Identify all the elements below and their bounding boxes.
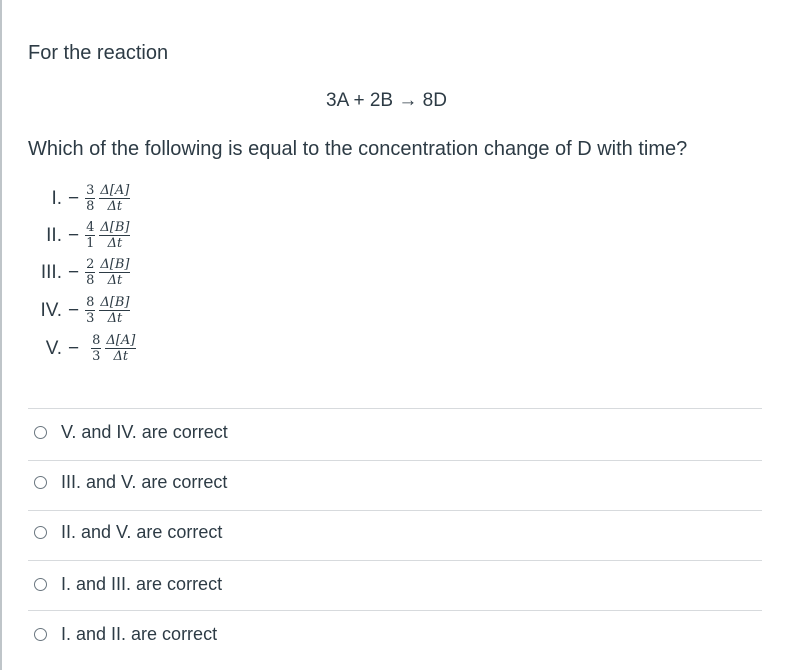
coefficient-fraction <box>85 221 95 250</box>
answer-choice-2[interactable] <box>34 472 227 493</box>
time-change: Δt <box>107 311 123 326</box>
option-i <box>40 184 132 213</box>
coefficient-numerator: 4 <box>86 220 95 235</box>
option-ii <box>40 221 132 250</box>
divider <box>28 560 762 561</box>
answer-choice-5[interactable] <box>34 624 217 645</box>
reaction-equation: 3A + 2B → 8D <box>326 90 447 111</box>
answer-label: V. and IV. are correct <box>61 422 228 442</box>
option-label: II. <box>46 224 62 246</box>
concentration-change: Δ[A] <box>106 333 136 348</box>
divider <box>28 460 762 461</box>
answer-label: I. and II. are correct <box>61 624 218 644</box>
coefficient-denominator: 8 <box>86 199 95 214</box>
time-change: Δt <box>107 199 123 214</box>
concentration-change: Δ[B] <box>100 295 130 310</box>
rate-fraction <box>99 296 130 325</box>
radio-button[interactable] <box>34 476 47 489</box>
answer-choice-1[interactable] <box>34 422 228 443</box>
coefficient-fraction <box>85 258 95 287</box>
answer-label: II. and V. are correct <box>61 522 223 542</box>
concentration-change: Δ[B] <box>100 257 130 272</box>
left-border <box>0 0 2 670</box>
coefficient-numerator: 8 <box>92 333 101 348</box>
option-iv <box>30 296 132 325</box>
option-label: IV. <box>40 299 62 321</box>
option-iii <box>30 258 132 287</box>
radio-button[interactable] <box>34 426 47 439</box>
radio-button[interactable] <box>34 526 47 539</box>
divider <box>28 510 762 511</box>
minus-sign: − <box>68 261 80 283</box>
coefficient-denominator: 1 <box>86 236 95 251</box>
rate-fraction <box>99 258 130 287</box>
answer-choice-4[interactable] <box>34 574 222 595</box>
minus-sign: − <box>68 187 80 209</box>
option-label: V. <box>45 337 62 359</box>
answer-choice-3[interactable] <box>34 522 222 543</box>
intro-text: For the reaction <box>28 42 169 64</box>
coefficient-fraction <box>85 184 95 213</box>
minus-sign: − <box>68 224 80 246</box>
coefficient-numerator: 8 <box>86 295 95 310</box>
concentration-change: Δ[A] <box>100 183 130 198</box>
time-change: Δt <box>107 236 123 251</box>
coefficient-denominator: 3 <box>92 349 101 364</box>
coefficient-fraction <box>91 334 101 363</box>
time-change: Δt <box>107 273 123 288</box>
divider <box>28 408 762 409</box>
option-v <box>34 334 138 363</box>
coefficient-denominator: 3 <box>86 311 95 326</box>
answer-label: III. and V. are correct <box>61 472 228 492</box>
option-label: I. <box>51 187 62 209</box>
question-text: Which of the following is equal to the concentration change of D with time? <box>28 138 688 160</box>
rate-fraction <box>105 334 136 363</box>
answer-label: I. and III. are correct <box>61 574 223 594</box>
coefficient-fraction <box>85 296 95 325</box>
coefficient-numerator: 2 <box>86 257 95 272</box>
rate-fraction <box>99 221 130 250</box>
time-change: Δt <box>113 349 129 364</box>
divider <box>28 610 762 611</box>
option-label: III. <box>40 261 62 283</box>
minus-sign: − <box>68 299 80 321</box>
radio-button[interactable] <box>34 628 47 641</box>
rate-fraction <box>99 184 130 213</box>
concentration-change: Δ[B] <box>100 220 130 235</box>
minus-sign: − <box>68 337 80 359</box>
coefficient-denominator: 8 <box>86 273 95 288</box>
coefficient-numerator: 3 <box>86 183 95 198</box>
radio-button[interactable] <box>34 578 47 591</box>
